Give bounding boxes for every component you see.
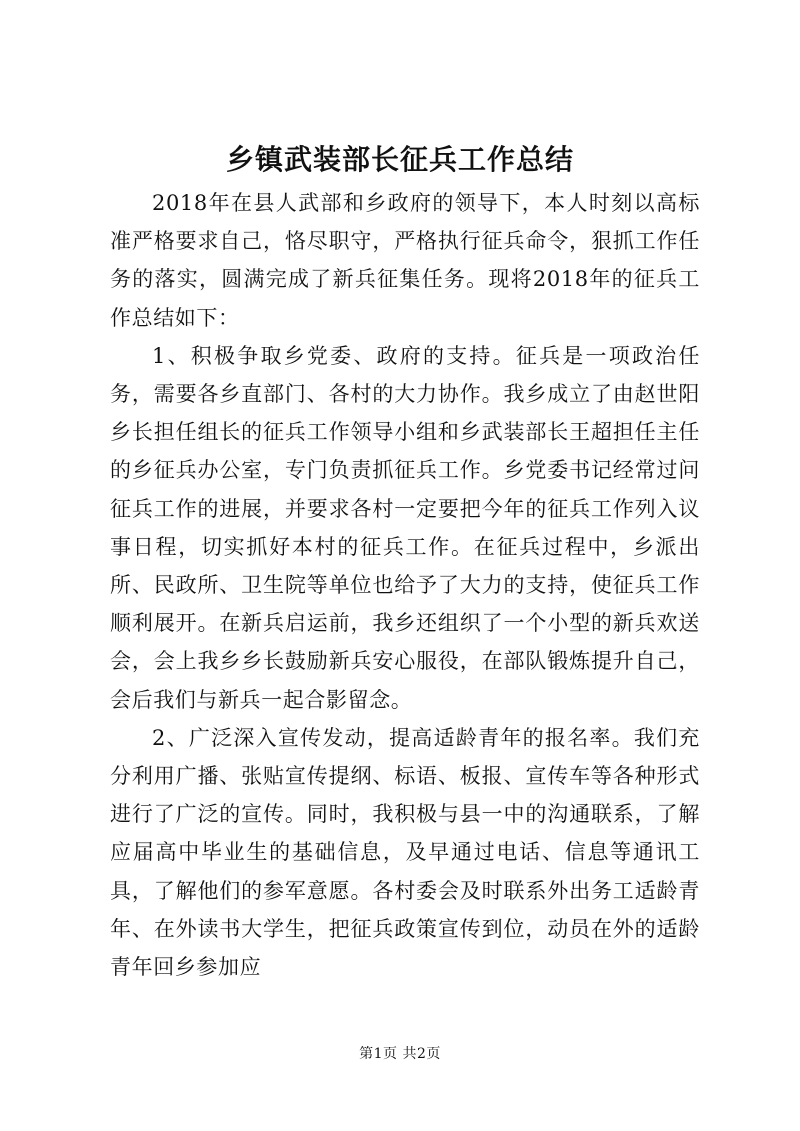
document-body xyxy=(110,184,700,986)
page-number-footer: 第1页 共2页 xyxy=(359,1046,441,1062)
document-title: 乡镇武装部长征兵工作总结 xyxy=(225,143,574,176)
paragraph-section-2: 2、广泛深入宣传发动，提高适龄青年的报名率。我们充分利用广播、张贴宣传提纲、标语、板报、宣传车等各种形式进行了广泛的宣传。同时，我积极与县一中的沟通联系，了解应届高中毕业生的基础信息，及早通过电话、信息等通讯工具，了解他们的参军意愿。各村委会及时联系外出务工适龄青年、在外读书大学生，把征兵政策宣传到位，动员在外的适龄青年回乡参加应 xyxy=(110,725,700,980)
paragraph-intro: 2018年在县人武部和乡政府的领导下，本人时刻以高标准严格要求自己，恪尽职守，严格执行征兵命令，狠抓工作任务的落实，圆满完成了新兵征集任务。现将2018年的征兵工作总结如下： xyxy=(110,191,700,330)
paragraph-section-1: 1、积极争取乡党委、政府的支持。征兵是一项政治任务，需要各乡直部门、各村的大力协作。我乡成立了由赵世阳乡长担任组长的征兵工作领导小组和乡武装部长王超担任主任的乡征兵办公室，专门负责抓征兵工作。乡党委书记经常过问征兵工作的进展，并要求各村一定要把今年的征兵工作列入议事日程，切实抓好本村的征兵工作。在征兵过程中，乡派出所、民政所、卫生院等单位也给予了大力的支持，使征兵工作顺利展开。在新兵启运前，我乡还组织了一个小型的新兵欢送会，会上我乡乡长鼓励新兵安心服役，在部队锻炼提升自己，会后我们与新兵一起合影留念。 xyxy=(110,343,700,712)
